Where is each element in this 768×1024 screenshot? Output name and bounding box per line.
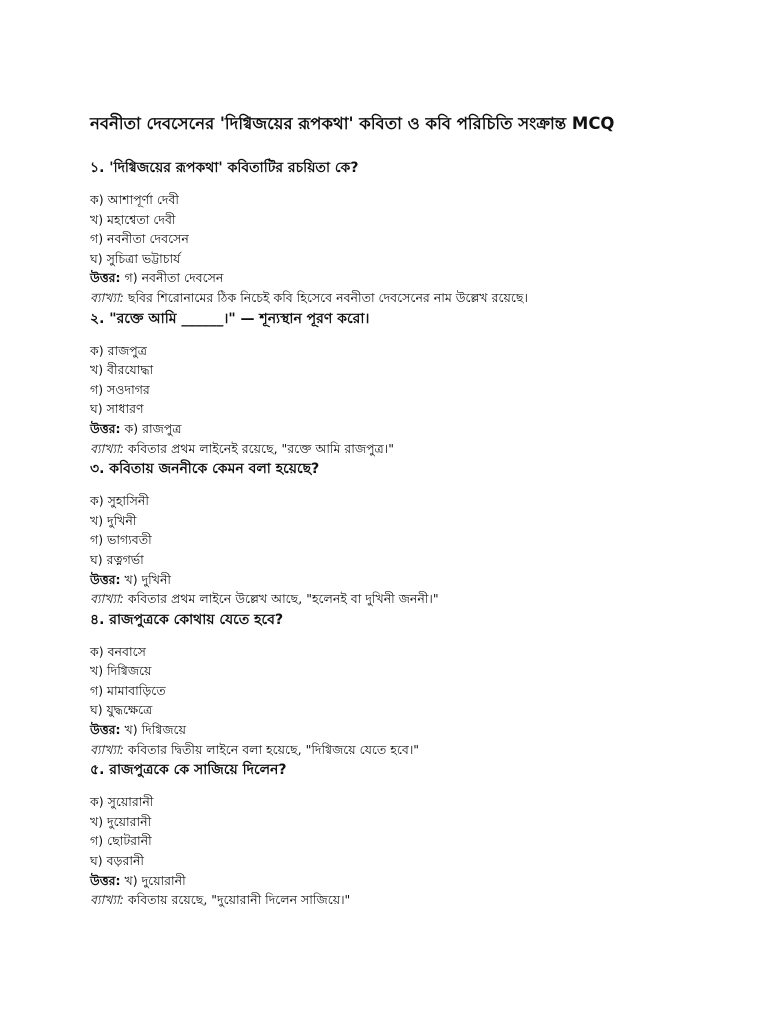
option-item: ক) বনবাসে xyxy=(90,643,146,659)
question-text: ৪. রাজপুত্রকে কোথায় যেতে হবে? xyxy=(90,611,284,628)
explanation-label: ব্যাখ্যা: xyxy=(90,741,124,757)
option-list xyxy=(90,491,708,569)
answer-line xyxy=(90,871,708,891)
option-item: ঘ) যুদ্ধক্ষেত্রে xyxy=(90,702,153,718)
explanation-text: কবিতার প্রথম লাইনেই রয়েছে, "রক্তে আমি রাজপুত্র।" xyxy=(127,440,394,456)
question-block xyxy=(90,308,708,459)
option-item: ঘ) রত্নগর্ভা xyxy=(90,551,144,567)
question-text: ১. 'দিগ্বিজয়ের রূপকথা' কবিতাটির রচয়িতা কে? xyxy=(90,160,359,176)
explanation-label: ব্যাখ্যা: xyxy=(90,289,124,305)
option-item: ঘ) সাধারণ xyxy=(90,401,144,417)
question-block xyxy=(90,609,708,760)
answer-label: উত্তর: xyxy=(90,420,121,436)
question-text: ৫. রাজপুত্রকে কে সাজিয়ে দিলেন? xyxy=(90,762,287,779)
answer-line xyxy=(90,570,708,590)
explanation-line xyxy=(90,589,708,609)
explanation-line xyxy=(90,890,708,910)
option-item: খ) মহাশ্বেতা দেবী xyxy=(90,211,176,227)
explanation-text: কবিতার দ্বিতীয় লাইনে বলা হয়েছে, "দিগ্বিজয়ে যেতে হবে।" xyxy=(127,741,420,757)
option-list xyxy=(90,792,708,870)
option-item: খ) বীরযোদ্ধা xyxy=(90,362,154,378)
question-block xyxy=(90,759,708,910)
answer-value: খ) দুয়োরানী xyxy=(124,872,186,888)
document-title: নবনীতা দেবসেনের 'দিগ্বিজয়ের রূপকথা' কবিতা ও কবি পরিচিতি সংক্রান্ত MCQ xyxy=(90,114,615,133)
option-item: খ) দিগ্বিজয়ে xyxy=(90,663,152,679)
explanation-label: ব্যাখ্যা: xyxy=(90,440,124,456)
answer-label: উত্তর: xyxy=(90,270,121,286)
answer-value: খ) দুখিনী xyxy=(124,571,171,587)
option-item: ক) রাজপুত্র xyxy=(90,342,147,358)
option-list xyxy=(90,341,708,419)
option-list xyxy=(90,642,708,720)
question-text: ৩. কবিতায় জননীকে কেমন বলা হয়েছে? xyxy=(90,461,320,478)
answer-label: উত্তর: xyxy=(90,722,121,738)
option-item: গ) নবনীতা দেবসেন xyxy=(90,231,189,247)
answer-value: গ) নবনীতা দেবসেন xyxy=(124,270,224,286)
option-item: ক) সুহাসিনী xyxy=(90,493,149,509)
option-item: ঘ) সুচিত্রা ভট্টাচার্য xyxy=(90,250,181,266)
answer-line xyxy=(90,419,708,439)
option-list xyxy=(90,190,708,268)
explanation-line xyxy=(90,740,708,760)
explanation-text: কবিতায় রয়েছে, "দুয়োরানী দিলেন সাজিয়ে।" xyxy=(127,892,351,908)
option-item: খ) দুখিনী xyxy=(90,512,137,528)
option-item: ঘ) বড়রানী xyxy=(90,853,144,869)
explanation-text: ছবির শিরোনামের ঠিক নিচেই কবি হিসেবে নবনীতা দেবসেনের নাম উল্লেখ রয়েছে। xyxy=(127,289,528,305)
explanation-label: ব্যাখ্যা: xyxy=(90,892,124,908)
question-block xyxy=(90,458,708,609)
explanation-label: ব্যাখ্যা: xyxy=(90,591,124,607)
option-item: গ) সওদাগর xyxy=(90,381,150,397)
answer-value: ক) রাজপুত্র xyxy=(124,420,182,436)
explanation-line xyxy=(90,288,708,308)
question-text: ২. "রক্তে আমি ______।" — শূন্যস্থান পূরণ করো। xyxy=(90,310,370,327)
option-item: ক) সুয়োরানী xyxy=(90,794,154,810)
answer-line xyxy=(90,720,708,740)
answer-label: উত্তর: xyxy=(90,872,121,888)
explanation-text: কবিতার প্রথম লাইনে উল্লেখ আছে, "হলেনই বা দুখিনী জননী।" xyxy=(127,591,439,607)
explanation-line xyxy=(90,439,708,459)
question-block xyxy=(90,157,708,308)
option-item: গ) ভাগ্যবতী xyxy=(90,532,152,548)
option-item: ক) আশাপূর্ণা দেবী xyxy=(90,192,180,207)
option-item: গ) মামাবাড়িতে xyxy=(90,682,166,698)
option-item: খ) দুয়োরানী xyxy=(90,813,152,829)
answer-label: উত্তর: xyxy=(90,571,121,587)
answer-value: খ) দিগ্বিজয়ে xyxy=(124,722,186,738)
answer-line xyxy=(90,268,708,288)
option-item: গ) ছোটরানী xyxy=(90,833,152,849)
